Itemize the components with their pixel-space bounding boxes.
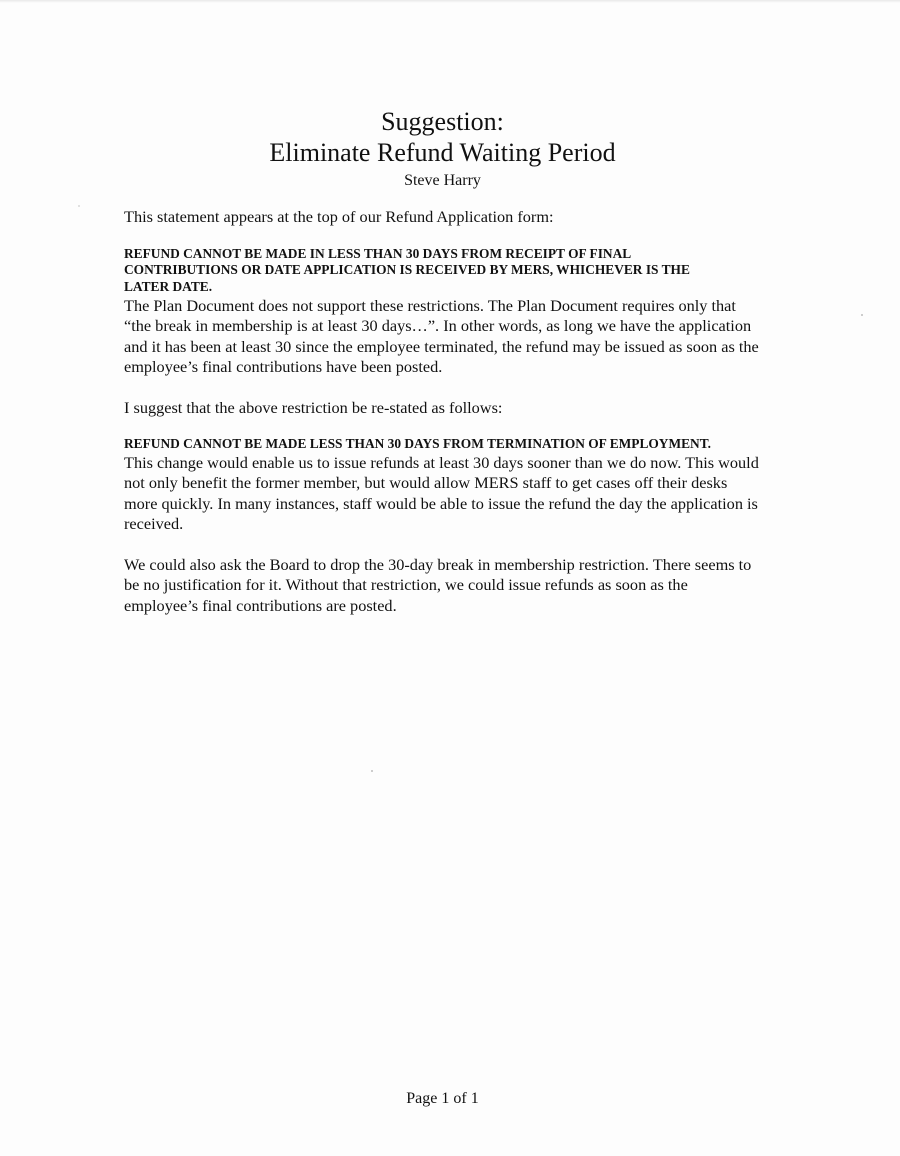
scan-speck: [78, 205, 80, 207]
paragraph-board-request: We could also ask the Board to drop the 30-day break in membership restriction. There seems to be no justification for it. Without that restriction, we could issue refunds as soon as the employee’s final contributions are posted.: [124, 554, 752, 615]
paragraph-suggestion: I suggest that the above restriction be re-stated as follows:: [124, 397, 503, 417]
document-author: Steve Harry: [404, 172, 481, 189]
scan-edge: [0, 0, 900, 3]
intro-paragraph: This statement appears at the top of our Refund Application form:: [124, 207, 554, 226]
document-title-line-1: Suggestion:: [381, 107, 504, 136]
scan-speck: [861, 314, 863, 316]
document-header: [0, 106, 885, 191]
page-number: Page 1 of 1: [406, 1090, 479, 1107]
quoted-restriction-current: REFUND CANNOT BE MADE IN LESS THAN 30 DAYS FROM RECEIPT OF FINAL CONTRIBUTIONS OR DATE APPLICATION IS RECEIVED BY MERS, WHICHEVER IS THE LATER DATE.: [124, 245, 690, 294]
paragraph-benefits: This change would enable us to issue refunds at least 30 days sooner than we do now. This would not only benefit the former member, but would allow MERS staff to get cases off their desks more quickly. In many instances, staff would be able to issue the refund the day the application is received.: [124, 452, 759, 534]
paragraph-plan-document: The Plan Document does not support these restrictions. The Plan Document requires only that “the break in membership is at least 30 days…”. In other words, as long we have the application and it has been at least 30 since the employee terminated, the refund may be issued as soon as the employee’s final contributions have been posted.: [124, 295, 759, 377]
document-body: [124, 207, 764, 636]
scan-speck: [371, 770, 373, 772]
document-title-line-2: Eliminate Refund Waiting Period: [269, 138, 616, 167]
quoted-restriction-proposed: REFUND CANNOT BE MADE LESS THAN 30 DAYS FROM TERMINATION OF EMPLOYMENT.: [124, 436, 712, 452]
